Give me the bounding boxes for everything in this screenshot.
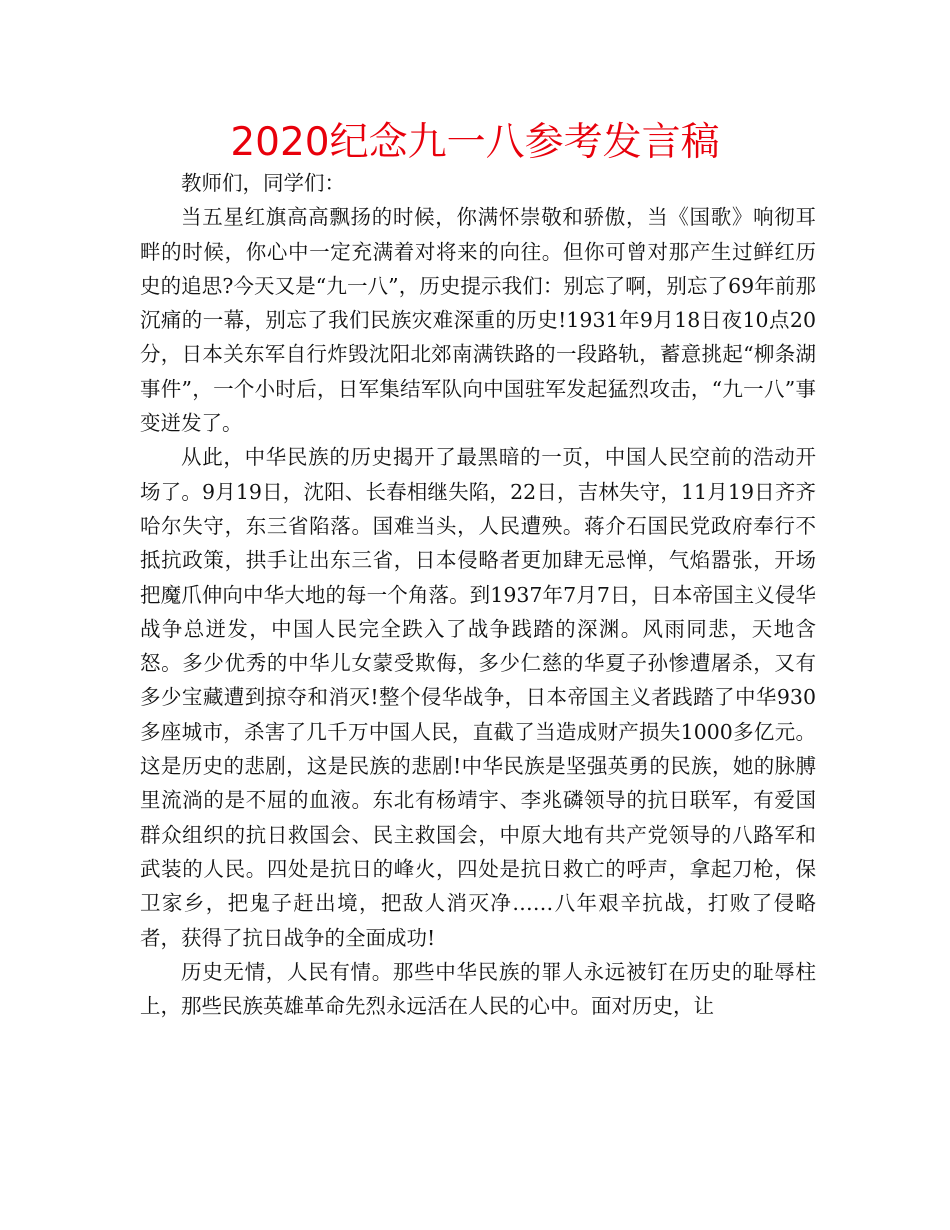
salutation: 教师们，同学们： bbox=[181, 171, 345, 195]
paragraph-1: 当五星红旗高高飘扬的时候，你满怀崇敬和骄傲，当《国歌》响彻耳畔的时候，你心中一定充满着对将来的向往。但你可曾对那产生过鲜红历史的追思?今天又是“九一八”，历史提示我们：别忘了啊，别忘了69年前那沉痛的一幕，别忘了我们民族灾难深重的历史!1931年9月18日夜10点20分，日本关东军自行炸毁沈阳北郊南满铁路的一段路轨，蓄意挑起“柳条湖事件”，一个小时后，日军集结军队向中国驻军发起猛烈攻击，“九一八”事变迸发了。 bbox=[140, 205, 816, 436]
document-title: 2020纪念九一八参考发言稿 bbox=[230, 120, 720, 165]
paragraph-3: 历史无情，人民有情。那些中华民族的罪人永远被钉在历史的耻辱柱上，那些民族英雄革命先烈永远活在人民的心中。面对历史，让 bbox=[140, 959, 816, 1019]
document-body bbox=[140, 166, 816, 1023]
paragraph-2: 从此，中华民族的历史揭开了最黑暗的一页，中国人民空前的浩动开场了。9月19日，沈阳、长春相继失陷，22日，吉林失守，11月19日齐齐哈尔失守，东三省陷落。国难当头，人民遭殃。蒋介石国民党政府奉行不抵抗政策，拱手让出东三省，日本侵略者更加肆无忌惮，气焰嚣张，开场把魔爪伸向中华大地的每一个角落。到1937年7月7日，日本帝国主义侵华战争总迸发，中国人民完全跌入了战争践踏的深渊。风雨同悲，天地含怒。多少优秀的中华儿女蒙受欺侮，多少仁慈的华夏子孙惨遭屠杀，又有多少宝藏遭到掠夺和消灭!整个侵华战争，日本帝国主义者践踏了中华930多座城市，杀害了几千万中国人民，直截了当造成财产损失1000多亿元。这是历史的悲剧，这是民族的悲剧!中华民族是坚强英勇的民族，她的脉膊里流淌的是不屈的血液。东北有杨靖宇、李兆磷领导的抗日联军，有爱国群众组织的抗日救国会、民主救国会，中原大地有共产党领导的八路军和武装的人民。四处是抗日的峰火，四处是抗日救亡的呼声，拿起刀枪，保卫家乡，把鬼子赶出境，把敌人消灭净……八年艰辛抗战，打败了侵略者，获得了抗日战争的全面成功! bbox=[140, 445, 816, 950]
